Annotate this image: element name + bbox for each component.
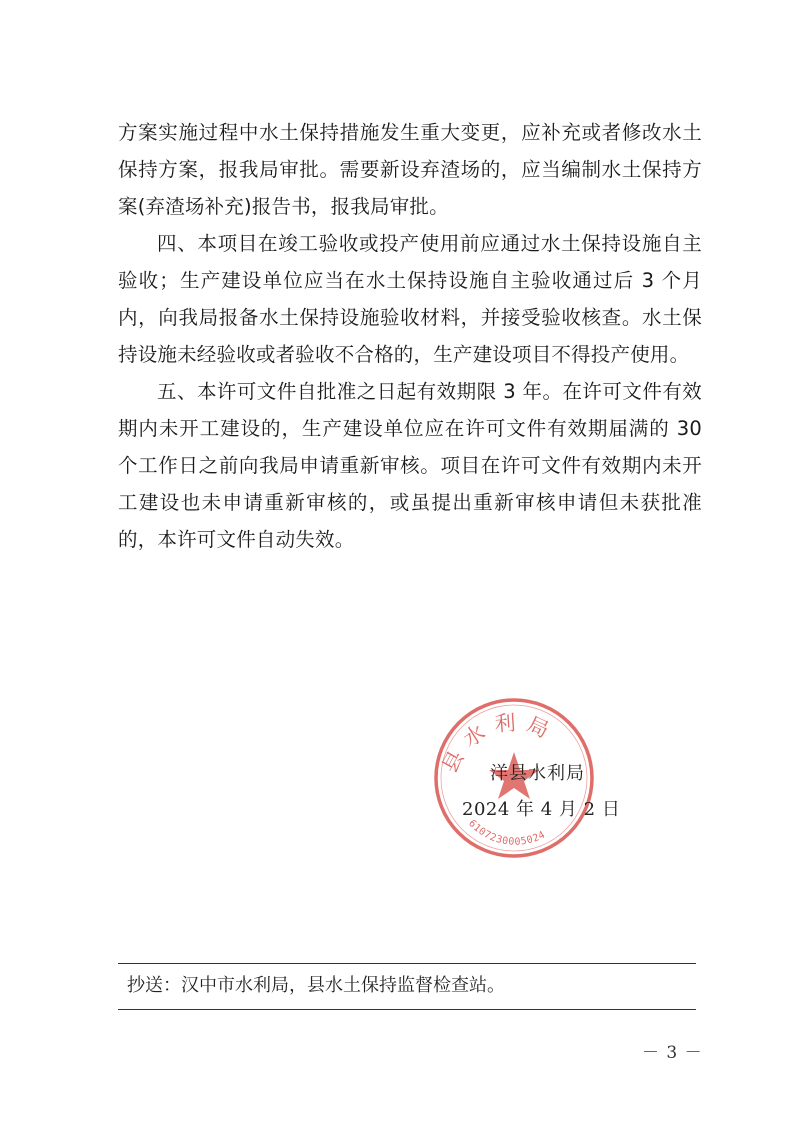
page-number: － 3 － — [642, 1043, 703, 1063]
seal-upper-text: 县水利局 — [437, 710, 561, 777]
paragraph-item-four: 四、本项目在竣工验收或投产使用前应通过水土保持设施自主验收；生产建设单位应当在水土保持设施自主验收通过后 3 个月内，向我局报备水土保持设施验收材料，并接受验收核查。水土保持设施未经验收或者验收不合格的，生产建设项目不得投产使用。 — [118, 232, 702, 366]
signature-block — [462, 756, 622, 828]
body-text — [118, 114, 702, 558]
signature-organization: 洋县水利局 — [490, 763, 585, 784]
paragraph-continuation: 方案实施过程中水土保持措施发生重大变更，应补充或者修改水土保持方案，报我局审批。需要新设弃渣场的，应当编制水土保持方案(弃渣场补充)报告书，报我局审批。 — [118, 121, 702, 218]
cc-top-rule — [118, 963, 696, 964]
signature-date: 2024 年 4 月 2 日 — [462, 799, 621, 820]
cc-line: 抄送：汉中市水利局，县水土保持监督检查站。 — [127, 975, 505, 996]
cc-bottom-rule — [118, 1009, 696, 1010]
seal-code: 6107230005024 — [466, 818, 548, 848]
paragraph-item-five: 五、本许可文件自批准之日起有效期限 3 年。在许可文件有效期内未开工建设的，生产建设单位应在许可文件有效期届满的 30 个工作日之前向我局申请重新审核。项目在许可文件有效期内未开工建设也未申请重新审核的，或虽提出重新审核申请但未获批准的，本许可文件自动失效。 — [118, 380, 702, 551]
